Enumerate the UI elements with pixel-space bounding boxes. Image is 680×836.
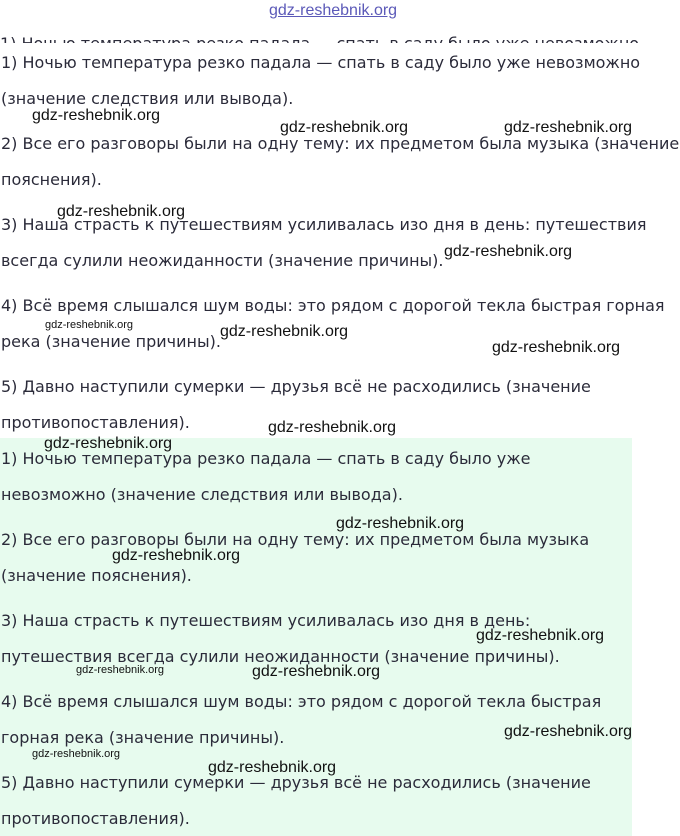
watermark: gdz-reshebnik.org [444, 243, 573, 260]
watermark: gdz-reshebnik.org [45, 319, 134, 331]
original-line-1: 1) Ночью температура резко падала — спать в саду было уже невозможно [1, 53, 641, 72]
answer-line-6: путешествия всегда сулили неожиданности (значение причины). [1, 647, 560, 666]
watermark: gdz-reshebnik.org [252, 663, 381, 680]
original-line-6: всегда сулили неожиданности (значение причины). [1, 251, 444, 270]
original-line-3: 2) Все его разговоры были на одну тему: их предметом была музыка (значение [1, 134, 680, 153]
original-line-2: (значение следствия или вывода). [1, 89, 294, 108]
watermark: gdz-reshebnik.org [504, 723, 633, 740]
watermark: gdz-reshebnik.org [504, 119, 633, 136]
answer-line-10: противопоставления). [1, 809, 190, 828]
cut-off-text-line [0, 32, 680, 43]
site-watermark-link[interactable]: gdz-reshebnik.org [269, 2, 398, 19]
answer-line-2: невозможно (значение следствия или вывода). [1, 485, 403, 504]
watermark: gdz-reshebnik.org [76, 664, 165, 676]
original-text-block [0, 43, 680, 438]
original-line-9: 5) Давно наступили сумерки — друзья всё не расходились (значение [1, 377, 591, 396]
answer-line-1: 1) Ночью температура резко падала — спать в саду было уже [1, 449, 531, 468]
answer-line-8: горная река (значение причины). [1, 728, 285, 747]
watermark: gdz-reshebnik.org [32, 748, 121, 760]
watermark: gdz-reshebnik.org [112, 547, 241, 564]
watermark: gdz-reshebnik.org [336, 515, 465, 532]
answer-line-3: 2) Все его разговоры были на одну тему: их предметом была музыка [1, 530, 590, 549]
original-line-8: река (значение причины). [1, 332, 221, 351]
watermark: gdz-reshebnik.org [44, 435, 173, 452]
answer-line-7: 4) Всё время слышался шум воды: это рядом с дорогой текла быстрая [1, 692, 602, 711]
watermark: gdz-reshebnik.org [32, 107, 161, 124]
answer-line-9: 5) Давно наступили сумерки — друзья всё не расходились (значение [1, 773, 591, 792]
original-line-10: противопоставления). [1, 413, 190, 432]
watermark: gdz-reshebnik.org [280, 119, 409, 136]
watermark: gdz-reshebnik.org [492, 339, 621, 356]
answer-line-5: 3) Наша страсть к путешествиям усиливалась изо дня в день: [1, 611, 531, 630]
watermark: gdz-reshebnik.org [268, 419, 397, 436]
original-line-7: 4) Всё время слышался шум воды: это рядом с дорогой текла быстрая горная [1, 296, 665, 315]
original-line-5: 3) Наша страсть к путешествиям усиливалась изо дня в день: путешествия [1, 215, 647, 234]
watermark: gdz-reshebnik.org [208, 759, 337, 776]
watermark: gdz-reshebnik.org [57, 203, 186, 220]
answer-line-4: (значение пояснения). [1, 566, 192, 585]
original-line-4: пояснения). [1, 170, 102, 189]
watermark: gdz-reshebnik.org [220, 323, 349, 340]
watermark: gdz-reshebnik.org [476, 627, 605, 644]
